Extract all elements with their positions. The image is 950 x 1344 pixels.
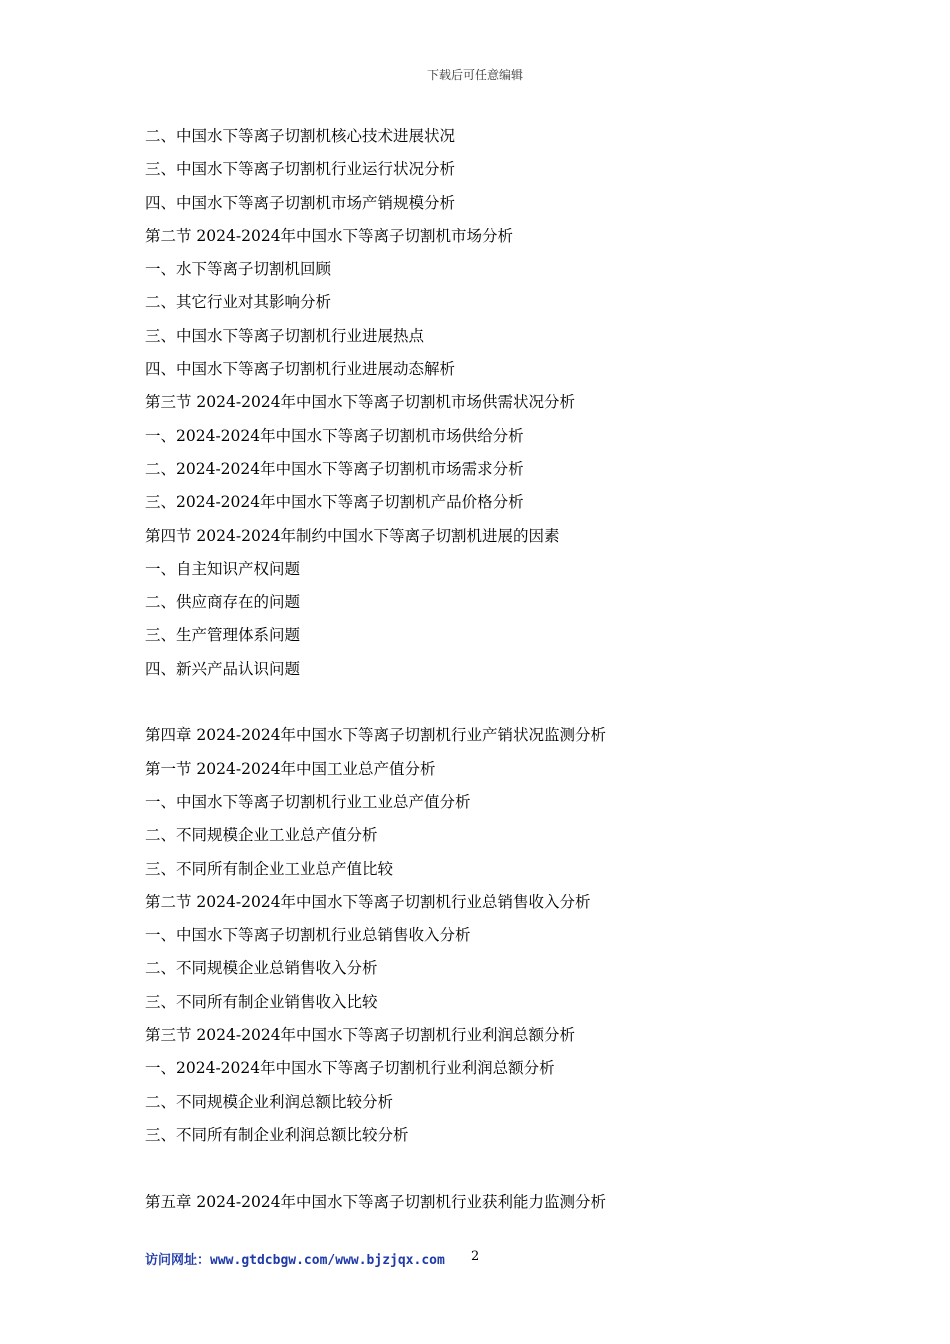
toc-entry: 一、2024-2024年中国水下等离子切割机市场供给分析	[145, 426, 524, 445]
toc-entry: 一、中国水下等离子切割机行业总销售收入分析	[145, 926, 471, 945]
toc-entry: 二、不同规模企业工业总产值分析	[145, 826, 378, 845]
toc-entry: 第二节 2024-2024年中国水下等离子切割机市场分析	[145, 226, 514, 245]
blank-line	[145, 1152, 865, 1185]
toc-entry: 四、中国水下等离子切割机行业进展动态解析	[145, 360, 456, 379]
table-of-contents	[145, 120, 865, 1219]
page-footer	[145, 1249, 845, 1268]
toc-entry: 第二节 2024-2024年中国水下等离子切割机行业总销售收入分析	[145, 892, 591, 911]
toc-entry: 三、生产管理体系问题	[145, 626, 301, 645]
toc-entry: 四、新兴产品认识问题	[145, 659, 301, 678]
toc-entry: 二、不同规模企业总销售收入分析	[145, 959, 378, 978]
toc-entry: 三、中国水下等离子切割机行业进展热点	[145, 326, 425, 345]
toc-entry: 第四节 2024-2024年制约中国水下等离子切割机进展的因素	[145, 526, 560, 545]
page-number: 2	[471, 1249, 480, 1264]
page-header: 下载后可任意编辑	[426, 68, 523, 82]
toc-entry: 二、2024-2024年中国水下等离子切割机市场需求分析	[145, 459, 524, 478]
toc-entry: 二、其它行业对其影响分析	[145, 293, 332, 312]
toc-entry: 四、中国水下等离子切割机市场产销规模分析	[145, 193, 456, 212]
toc-entry: 一、2024-2024年中国水下等离子切割机行业利润总额分析	[145, 1059, 555, 1078]
toc-entry: 第五章 2024-2024年中国水下等离子切割机行业获利能力监测分析	[145, 1192, 607, 1211]
toc-entry: 一、水下等离子切割机回顾	[145, 260, 332, 279]
toc-entry: 三、2024-2024年中国水下等离子切割机产品价格分析	[145, 493, 524, 512]
toc-entry: 三、不同所有制企业销售收入比较	[145, 992, 378, 1011]
toc-entry: 三、不同所有制企业利润总额比较分析	[145, 1125, 409, 1144]
toc-entry: 二、不同规模企业利润总额比较分析	[145, 1092, 394, 1111]
toc-entry: 一、中国水下等离子切割机行业工业总产值分析	[145, 792, 471, 811]
toc-entry: 三、中国水下等离子切割机行业运行状况分析	[145, 160, 456, 179]
toc-entry: 二、中国水下等离子切割机核心技术进展状况	[145, 127, 456, 145]
toc-entry: 一、自主知识产权问题	[145, 559, 301, 578]
footer-url-link[interactable]: www.gtdcbgw.com/www.bjzjqx.com	[210, 1253, 445, 1268]
toc-entry: 第一节 2024-2024年中国工业总产值分析	[145, 759, 436, 778]
toc-entry: 二、供应商存在的问题	[145, 593, 301, 612]
toc-entry: 第三节 2024-2024年中国水下等离子切割机市场供需状况分析	[145, 393, 576, 412]
footer-label: 访问网址：	[145, 1253, 211, 1268]
toc-entry: 第四章 2024-2024年中国水下等离子切割机行业产销状况监测分析	[145, 726, 607, 745]
toc-entry: 三、不同所有制企业工业总产值比较	[145, 859, 394, 878]
toc-entry: 第三节 2024-2024年中国水下等离子切割机行业利润总额分析	[145, 1026, 576, 1045]
blank-line	[145, 686, 865, 719]
